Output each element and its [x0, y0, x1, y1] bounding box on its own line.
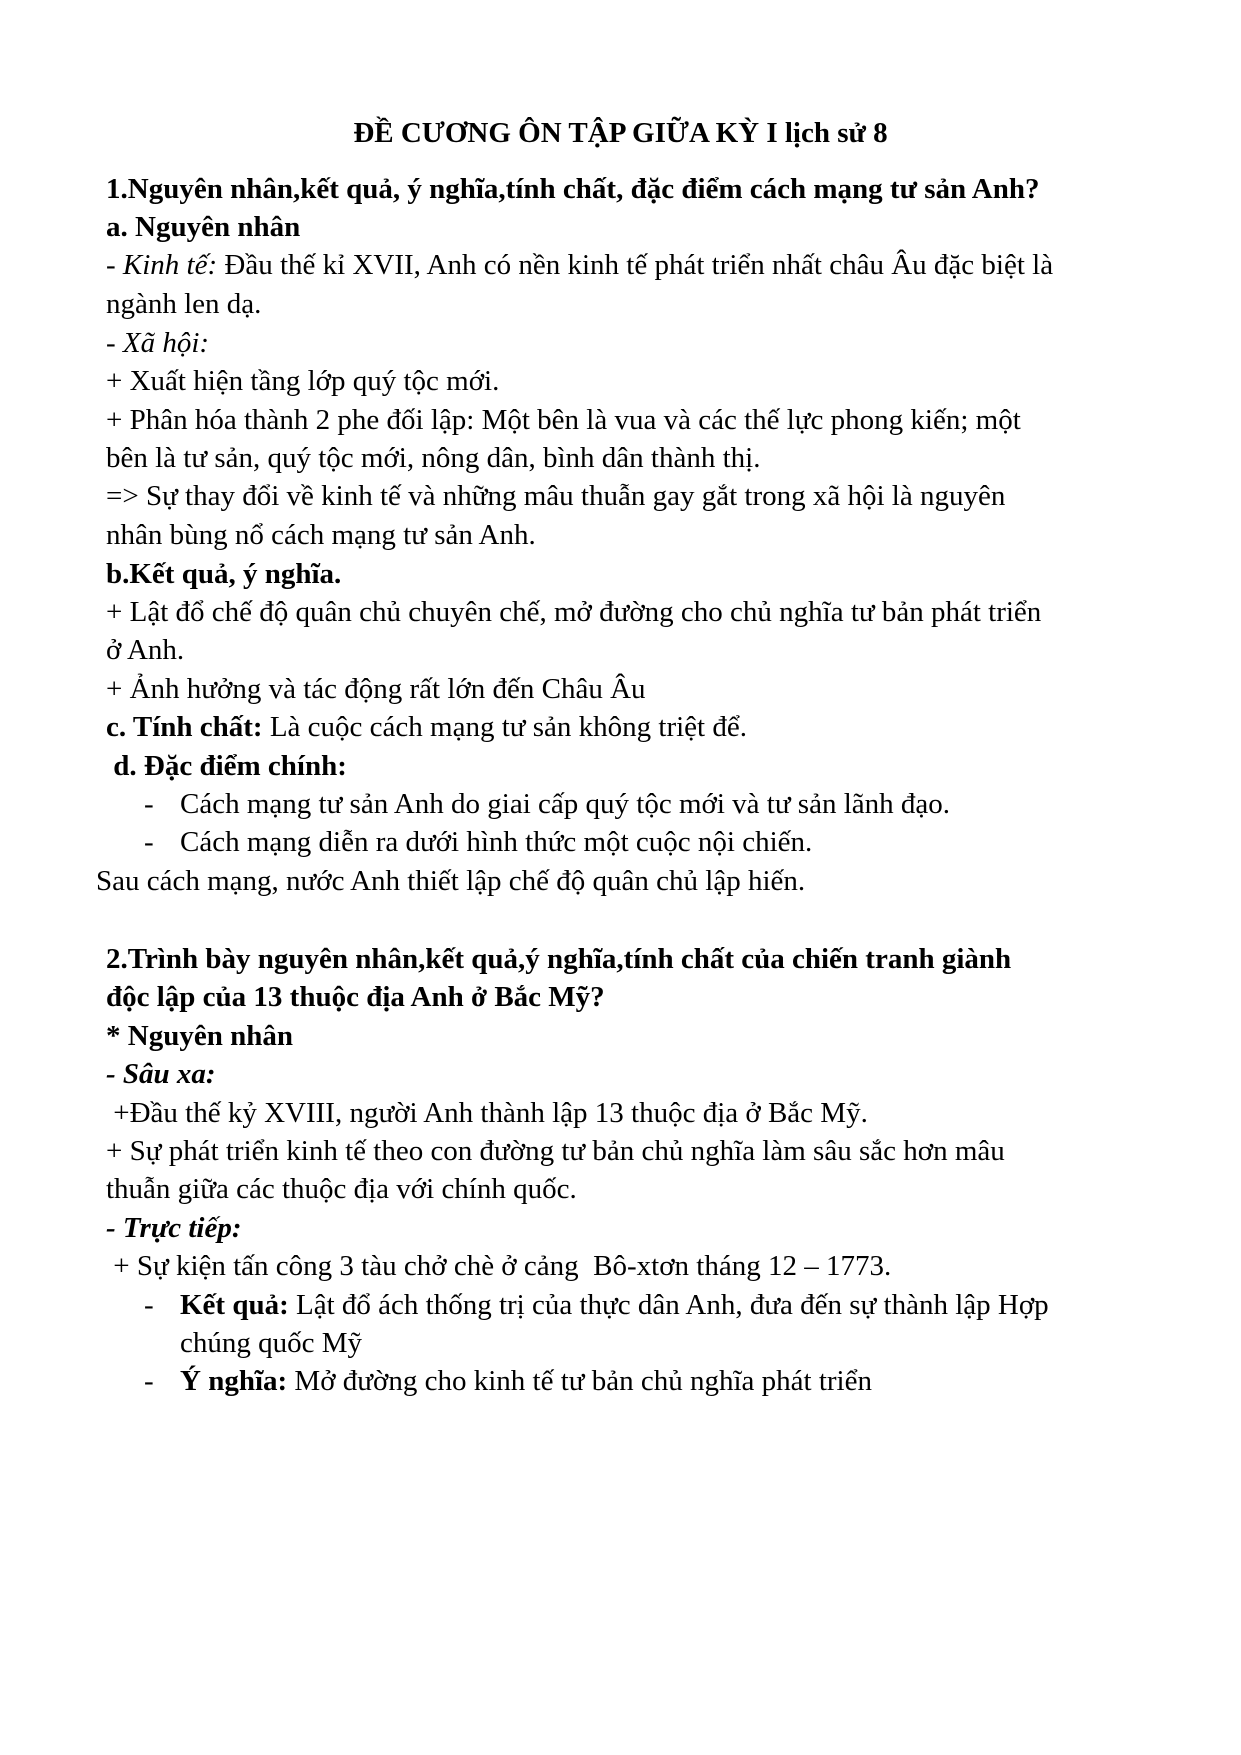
- q2-heading-2: độc lập của 13 thuộc địa Anh ở Bắc Mỹ?: [106, 981, 605, 1013]
- q1-society-label: - Xã hội:: [106, 327, 210, 359]
- q2-meaning-text: Mở đường cho kinh tế tư bản chủ nghĩa phát triển: [287, 1365, 872, 1397]
- c-label: c. Tính chất:: [106, 711, 263, 743]
- q1-d-heading: d. Đặc điểm chính:: [106, 750, 347, 782]
- q2-result-line: [180, 1286, 1049, 1324]
- bullet-dash: -: [144, 826, 154, 858]
- q1-d-item-1: Cách mạng tư sản Anh do giai cấp quý tộc mới và tư sản lãnh đạo.: [180, 788, 951, 820]
- q1-after: Sau cách mạng, nước Anh thiết lập chế độ quân chủ lập hiến.: [96, 865, 806, 897]
- q2-heading-1: 2.Trình bày nguyên nhân,kết quả,ý nghĩa,tính chất của chiến tranh giành: [106, 943, 1012, 975]
- q2-result-line-2: chúng quốc Mỹ: [180, 1327, 363, 1359]
- q1-result-1: + Lật đổ chế độ quân chủ chuyên chế, mở đường cho chủ nghĩa tư bản phát triển: [106, 596, 1042, 628]
- q2-result-label: Kết quả:: [180, 1289, 289, 1321]
- q2-deep-2b: thuẫn giữa các thuộc địa với chính quốc.: [106, 1173, 577, 1205]
- q1-d-item-2: Cách mạng diễn ra dưới hình thức một cuộc nội chiến.: [180, 826, 813, 858]
- q2-deep-label: - Sâu xa:: [106, 1058, 216, 1090]
- q1-conclusion-2: nhân bùng nổ cách mạng tư sản Anh.: [106, 519, 536, 551]
- q1-conclusion-1: => Sự thay đổi về kinh tế và những mâu thuẫn gay gắt trong xã hội là nguyên: [106, 480, 1006, 512]
- q2-result-text: Lật đổ ách thống trị của thực dân Anh, đưa đến sự thành lập Hợp: [288, 1289, 1049, 1321]
- q2-deep-1: +Đầu thế kỷ XVIII, người Anh thành lập 13 thuộc địa ở Bắc Mỹ.: [106, 1097, 868, 1129]
- q1-heading: 1.Nguyên nhân,kết quả, ý nghĩa,tính chất, đặc điểm cách mạng tư sản Anh?: [106, 173, 1040, 205]
- q2-direct-1: + Sự kiện tấn công 3 tàu chở chè ở cảng Bô-xtơn tháng 12 – 1773.: [106, 1250, 892, 1282]
- q2-meaning-line: [180, 1362, 872, 1400]
- q1-b-heading: b.Kết quả, ý nghĩa.: [106, 558, 342, 590]
- q1-society-item-2b: bên là tư sản, quý tộc mới, nông dân, bình dân thành thị.: [106, 442, 761, 474]
- q1-society-item-2: + Phân hóa thành 2 phe đối lập: Một bên là vua và các thế lực phong kiến; một: [106, 404, 1021, 436]
- q1-economy-line: [106, 246, 1053, 284]
- bullet-dash: -: [144, 788, 154, 820]
- q2-direct-label: - Trực tiếp:: [106, 1212, 242, 1244]
- q1-society-item-1: + Xuất hiện tầng lớp quý tộc mới.: [106, 365, 500, 397]
- bullet-dash: -: [144, 1289, 154, 1321]
- economy-label: - Kinh tế:: [106, 249, 218, 281]
- q1-economy-line-2: ngành len dạ.: [106, 288, 262, 320]
- q2-deep-2: + Sự phát triển kinh tế theo con đường tư bản chủ nghĩa làm sâu sắc hơn mâu: [106, 1135, 1005, 1167]
- bullet-dash: -: [144, 1365, 154, 1397]
- c-text: Là cuộc cách mạng tư sản không triệt để.: [262, 711, 747, 743]
- q2-cause-heading: * Nguyên nhân: [106, 1020, 293, 1052]
- q1-a-heading: a. Nguyên nhân: [106, 211, 301, 243]
- document-title: ĐỀ CƯƠNG ÔN TẬP GIỮA KỲ I lịch sử 8: [353, 117, 888, 149]
- q2-meaning-label: Ý nghĩa:: [180, 1365, 288, 1397]
- q1-result-1b: ở Anh.: [106, 634, 185, 666]
- economy-text: Đầu thế kỉ XVII, Anh có nền kinh tế phát triển nhất châu Âu đặc biệt là: [217, 249, 1054, 281]
- q1-c-line: [106, 708, 747, 746]
- q1-result-2: + Ảnh hưởng và tác động rất lớn đến Châu Âu: [106, 673, 646, 705]
